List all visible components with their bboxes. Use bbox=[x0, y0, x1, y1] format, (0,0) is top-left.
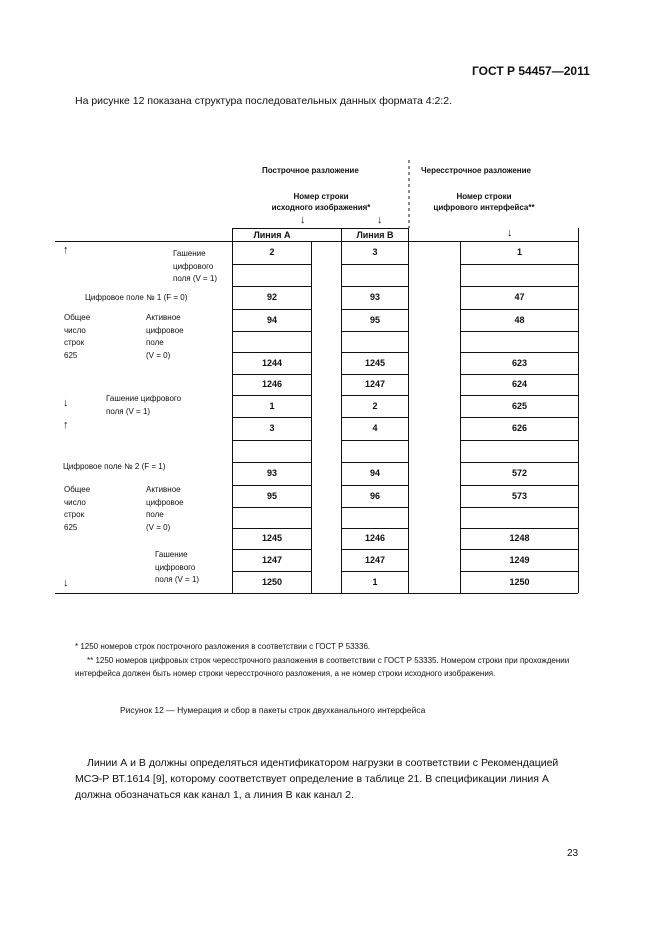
row-rule bbox=[341, 528, 409, 529]
table-cell-c: 1250 bbox=[509, 577, 530, 587]
blank1-l2: цифрового bbox=[173, 261, 214, 271]
arrow-down-line-a: ↓ bbox=[300, 214, 306, 226]
blank3-l3: поля (V = 1) bbox=[155, 575, 200, 584]
blanking-label-1 bbox=[173, 248, 233, 286]
table-cell-a: 2 bbox=[269, 247, 275, 257]
row-rule bbox=[460, 417, 579, 418]
row-rule bbox=[341, 264, 409, 265]
row-rule bbox=[341, 352, 409, 353]
active2-l4: (V = 0) bbox=[146, 522, 171, 532]
source-line-header-l2: исходного изображения* bbox=[271, 203, 371, 212]
arrow-down-line-b: ↓ bbox=[377, 214, 383, 226]
table-cell-a: 1 bbox=[269, 401, 275, 411]
blank2-l2: поля (V = 1) bbox=[106, 406, 151, 416]
row-rule bbox=[460, 485, 579, 486]
total2-l3: строк bbox=[64, 510, 85, 519]
table-cell-b: 2 bbox=[372, 401, 378, 411]
figure-caption: Рисунок 12 — Нумерация и сбор в пакеты строк двухканального интерфейса bbox=[120, 705, 426, 715]
table-cell-a: 3 bbox=[269, 423, 275, 433]
table-cell-b: 4 bbox=[372, 423, 378, 433]
table-cell-b: 1246 bbox=[364, 533, 386, 543]
table-cell-b: 1245 bbox=[364, 358, 386, 368]
page-number: 23 bbox=[567, 848, 579, 859]
table-cell-c: 1 bbox=[516, 247, 522, 257]
interface-line-header-l1: Номер строки bbox=[456, 192, 512, 201]
row-rule bbox=[460, 309, 579, 310]
total2-l1: Общее bbox=[64, 485, 91, 494]
row-rule bbox=[341, 485, 409, 486]
footnote-2: ** 1250 номеров цифровых строк чересстрочного разложения в соответствии с ГОСТ Р 53335. Номером строки при прохождении интерфейса должен быть номер строки чересстрочного разложения, а не номер строки исходного изображения. bbox=[75, 656, 570, 678]
table-cell-c: 1249 bbox=[509, 555, 530, 565]
table-cell-c: 625 bbox=[511, 401, 528, 411]
col-c-right bbox=[578, 228, 579, 593]
active1-l3: поле bbox=[146, 338, 164, 347]
blank1-l1: Гашение bbox=[173, 249, 206, 258]
row-rule bbox=[341, 571, 409, 572]
table-cell-b: 95 bbox=[369, 315, 380, 325]
standard-number: ГОСТ Р 54457—2011 bbox=[472, 64, 590, 78]
row-rule bbox=[232, 549, 312, 550]
arrow-up-1: ↑ bbox=[63, 244, 69, 256]
row-rule bbox=[232, 264, 312, 265]
table-cell-a: 1244 bbox=[261, 358, 283, 368]
blank3-l2: цифрового bbox=[155, 562, 196, 572]
row-rule bbox=[460, 462, 579, 463]
row-rule bbox=[341, 286, 409, 287]
col-b-right bbox=[408, 228, 409, 593]
field-2-label: Цифровое поле № 2 (F = 1) bbox=[63, 462, 166, 471]
blanking-label-3 bbox=[155, 549, 230, 587]
table-cell-a: 1250 bbox=[261, 577, 283, 587]
row-rule bbox=[341, 507, 409, 508]
blank2-l1: Гашение цифрового bbox=[106, 394, 182, 403]
row-rule bbox=[460, 440, 579, 441]
row-rule bbox=[341, 417, 409, 418]
table-cell-c: 624 bbox=[511, 379, 528, 389]
row-rule bbox=[232, 485, 312, 486]
table-cell-a: 94 bbox=[266, 315, 277, 325]
row-rule bbox=[460, 395, 579, 396]
field-1-label: Цифровое поле № 1 (F = 0) bbox=[85, 293, 188, 302]
row-rule bbox=[341, 374, 409, 375]
arrow-down-interface: ↓ bbox=[507, 227, 513, 239]
progressive-header: Построчное разложение bbox=[262, 166, 359, 175]
arrow-down-2: ↓ bbox=[63, 577, 69, 589]
line-b-header: Линия B bbox=[356, 230, 394, 240]
table-cell-b: 3 bbox=[372, 247, 378, 257]
table-cell-c: 1248 bbox=[509, 533, 530, 543]
body-paragraph: Линии А и В должны определяться идентификатором нагрузки в соответствии с Рекомендацией МСЭ-Р ВТ.1614 [9], которому соответствует определение в таблице 21. В спецификации линия А должна обозначаться как канал 1, а линия В как канал 2. bbox=[75, 757, 559, 801]
row-rule bbox=[232, 417, 312, 418]
row-rule bbox=[460, 352, 579, 353]
row-rule bbox=[232, 374, 312, 375]
table-cell-a: 1246 bbox=[261, 379, 283, 389]
row-rule bbox=[232, 571, 312, 572]
intro-text: На рисунке 12 показана структура последовательных данных формата 4:2:2. bbox=[75, 95, 453, 107]
blank3-l1: Гашение bbox=[155, 550, 188, 559]
row-rule bbox=[232, 507, 312, 508]
arrow-down-1: ↓ bbox=[63, 397, 69, 409]
blank1-l3: поля (V = 1) bbox=[173, 274, 218, 283]
row-rule bbox=[341, 440, 409, 441]
interface-line-header-l2: цифрового интерфейса** bbox=[433, 203, 535, 212]
table-cell-b: 1247 bbox=[364, 555, 386, 565]
table-cell-c: 626 bbox=[511, 423, 528, 433]
row-rule bbox=[460, 264, 579, 265]
row-rule bbox=[460, 374, 579, 375]
row-rule bbox=[341, 549, 409, 550]
line-header-top-rule bbox=[232, 228, 409, 229]
total1-l4: 625 bbox=[64, 350, 78, 360]
row-rule bbox=[232, 331, 312, 332]
row-rule bbox=[232, 440, 312, 441]
table-cell-a: 92 bbox=[266, 292, 277, 302]
table-cell-b: 1 bbox=[372, 577, 378, 587]
active-field-label-2 bbox=[146, 484, 206, 534]
row-rule bbox=[341, 395, 409, 396]
source-line-header-l1: Номер строки bbox=[293, 192, 349, 201]
row-rule bbox=[232, 286, 312, 287]
table-cell-b: 93 bbox=[369, 292, 380, 302]
row-rule bbox=[460, 286, 579, 287]
total-lines-label-2 bbox=[64, 484, 104, 534]
row-rule bbox=[460, 528, 579, 529]
row-rule bbox=[341, 331, 409, 332]
row-rule bbox=[232, 309, 312, 310]
table-cell-a: 1247 bbox=[261, 555, 283, 565]
table-top-rule bbox=[55, 241, 578, 242]
blanking-label-2 bbox=[106, 393, 216, 418]
total1-l3: строк bbox=[64, 338, 85, 347]
row-rule bbox=[460, 571, 579, 572]
row-rule bbox=[460, 331, 579, 332]
active2-l2: цифровое bbox=[146, 497, 184, 507]
interlaced-header: Чересстрочное разложение bbox=[421, 166, 532, 175]
row-rule bbox=[341, 462, 409, 463]
active-field-label-1 bbox=[146, 312, 206, 362]
row-rule bbox=[460, 549, 579, 550]
row-rule bbox=[232, 395, 312, 396]
table-bottom-rule bbox=[55, 593, 578, 594]
row-rule bbox=[341, 309, 409, 310]
total2-l4: 625 bbox=[64, 522, 78, 532]
active1-l4: (V = 0) bbox=[146, 350, 171, 360]
total2-l2: число bbox=[64, 497, 86, 507]
active1-l2: цифровое bbox=[146, 325, 184, 335]
line-a-header: Линия A bbox=[253, 230, 291, 240]
row-rule bbox=[232, 528, 312, 529]
row-rule bbox=[232, 352, 312, 353]
row-rule bbox=[460, 507, 579, 508]
table-cell-c: 573 bbox=[511, 491, 528, 501]
active2-l3: поле bbox=[146, 510, 164, 519]
total-lines-label-1 bbox=[64, 312, 104, 362]
total1-l2: число bbox=[64, 325, 86, 335]
table-cell-c: 47 bbox=[514, 292, 525, 302]
active1-l1: Активное bbox=[146, 313, 181, 322]
table-cell-a: 95 bbox=[266, 491, 277, 501]
table-cell-a: 1245 bbox=[261, 533, 283, 543]
table-cell-c: 623 bbox=[511, 358, 528, 368]
table-cell-b: 1247 bbox=[364, 379, 386, 389]
row-rule bbox=[232, 462, 312, 463]
table-cell-c: 572 bbox=[511, 468, 528, 478]
active2-l1: Активное bbox=[146, 485, 181, 494]
table-cell-c: 48 bbox=[514, 315, 525, 325]
table-cell-b: 94 bbox=[369, 468, 380, 478]
arrow-up-2: ↑ bbox=[63, 419, 69, 431]
table-cell-b: 96 bbox=[369, 491, 380, 501]
footnote-1: * 1250 номеров строк построчного разложения в соответствии с ГОСТ Р 53336. bbox=[75, 642, 371, 651]
table-cell-a: 93 bbox=[266, 468, 277, 478]
source-line-number-header bbox=[248, 191, 394, 213]
total1-l1: Общее bbox=[64, 313, 91, 322]
interface-line-number-header bbox=[418, 191, 550, 213]
